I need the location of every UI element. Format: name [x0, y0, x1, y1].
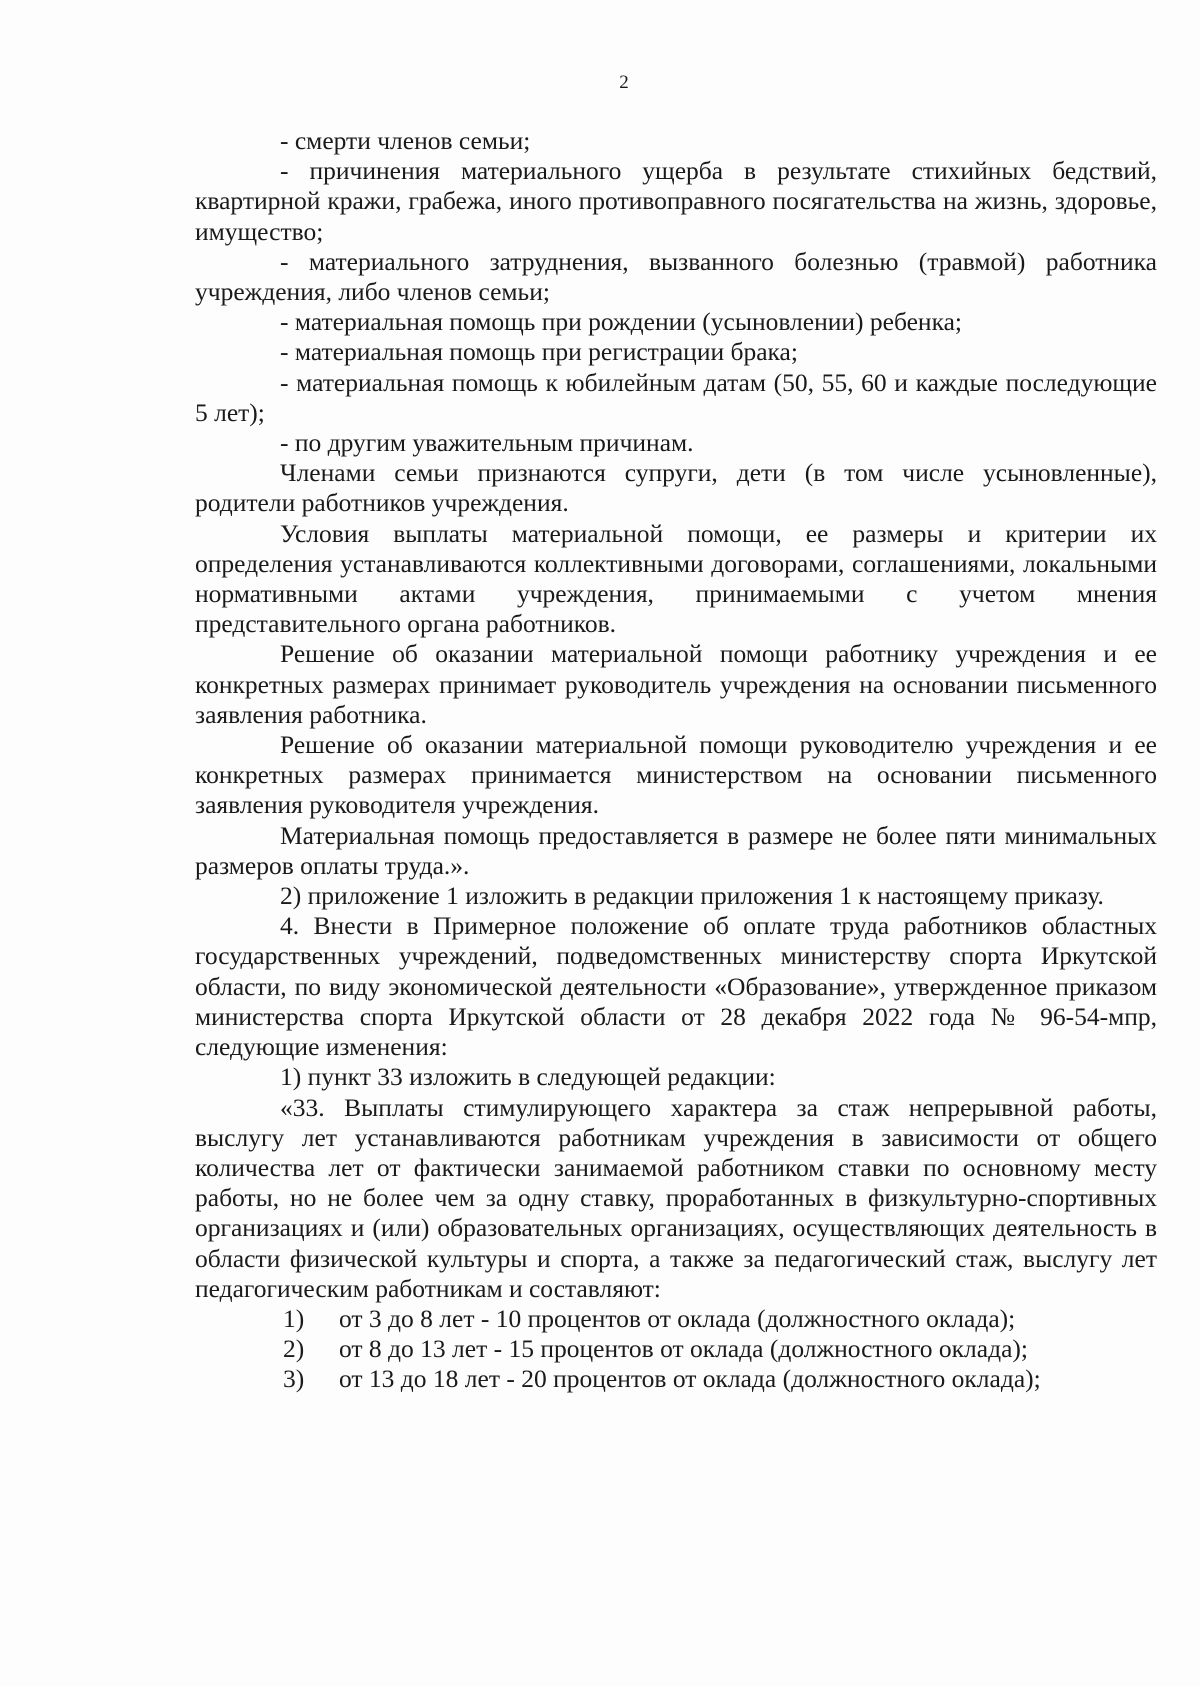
paragraph: 1) пункт 33 изложить в следующей редакции:	[280, 1062, 776, 1092]
list-item-number: 1)	[283, 1303, 305, 1333]
document-body	[195, 126, 1157, 1395]
paragraph: 2) приложение 1 изложить в редакции приложения 1 к настоящему приказу.	[280, 881, 1104, 911]
list-item-number: 3)	[283, 1364, 305, 1394]
list-item	[195, 1304, 1157, 1334]
list-item	[195, 1334, 1157, 1364]
paragraph: «33. Выплаты стимулирующего характера за стаж непрерывной работы, выслугу лет устанавливаются работникам учреждения в зависимости от общего количества лет от фактически занимаемой работником ставки по основному месту работы, но не более чем за одну ставку, проработанных в физкультурно-спортивных организациях и (или) образовательных организациях, осуществляющих деятельность в области физической культуры и спорта, а также за педагогический стаж, выслугу лет педагогическим работникам и составляют:	[195, 1092, 1157, 1303]
list-item	[195, 1364, 1157, 1394]
page-number: 2	[619, 72, 629, 93]
paragraph: - материальная помощь при регистрации брака;	[280, 337, 798, 367]
list-item-text: от 3 до 8 лет - 10 процентов от оклада (должностного оклада);	[339, 1303, 1016, 1333]
list-item-text: от 8 до 13 лет - 15 процентов от оклада (должностного оклада);	[339, 1334, 1028, 1364]
paragraph: Решение об оказании материальной помощи руководителю учреждения и ее конкретных размерах принимается министерством на основании письменного заявления руководителя учреждения.	[195, 730, 1157, 820]
paragraph: Решение об оказании материальной помощи работнику учреждения и ее конкретных размерах принимает руководитель учреждения на основании письменного заявления работника.	[195, 639, 1157, 729]
paragraph: - смерти членов семьи;	[280, 126, 531, 155]
paragraph: - причинения материального ущерба в результате стихийных бедствий, квартирной кражи, грабежа, иного противоправного посягательства на жизнь, здоровье, имущество;	[195, 156, 1157, 246]
list-item-number: 2)	[283, 1334, 305, 1364]
list-item-text: от 13 до 18 лет - 20 процентов от оклада (должностного оклада);	[339, 1364, 1041, 1394]
paragraph: - материального затруднения, вызванного болезнью (травмой) работника учреждения, либо членов семьи;	[195, 246, 1157, 307]
paragraph: - материальная помощь к юбилейным датам (50, 55, 60 и каждые последующие 5 лет);	[195, 367, 1157, 427]
paragraph: - материальная помощь при рождении (усыновлении) ребенка;	[280, 307, 962, 337]
paragraph: - по другим уважительным причинам.	[280, 428, 694, 458]
paragraph: Членами семьи признаются супруги, дети (в том числе усыновленные), родители работников учреждения.	[195, 458, 1157, 518]
paragraph: Условия выплаты материальной помощи, ее размеры и критерии их определения устанавливаются коллективными договорами, соглашениями, локальными нормативными актами учреждения, принимаемыми с учетом мнения представительного органа работников.	[195, 518, 1157, 639]
paragraph: 4. Внести в Примерное положение об оплате труда работников областных государственных учреждений, подведомственных министерству спорта Иркутской области, по виду экономической деятельности «Образование», утвержденное приказом министерства спорта Иркутской области от 28 декабря 2022 года № 96-54-мпр, следующие изменения:	[195, 911, 1157, 1062]
paragraph: Материальная помощь предоставляется в размере не более пяти минимальных размеров оплаты труда.».	[195, 820, 1157, 880]
